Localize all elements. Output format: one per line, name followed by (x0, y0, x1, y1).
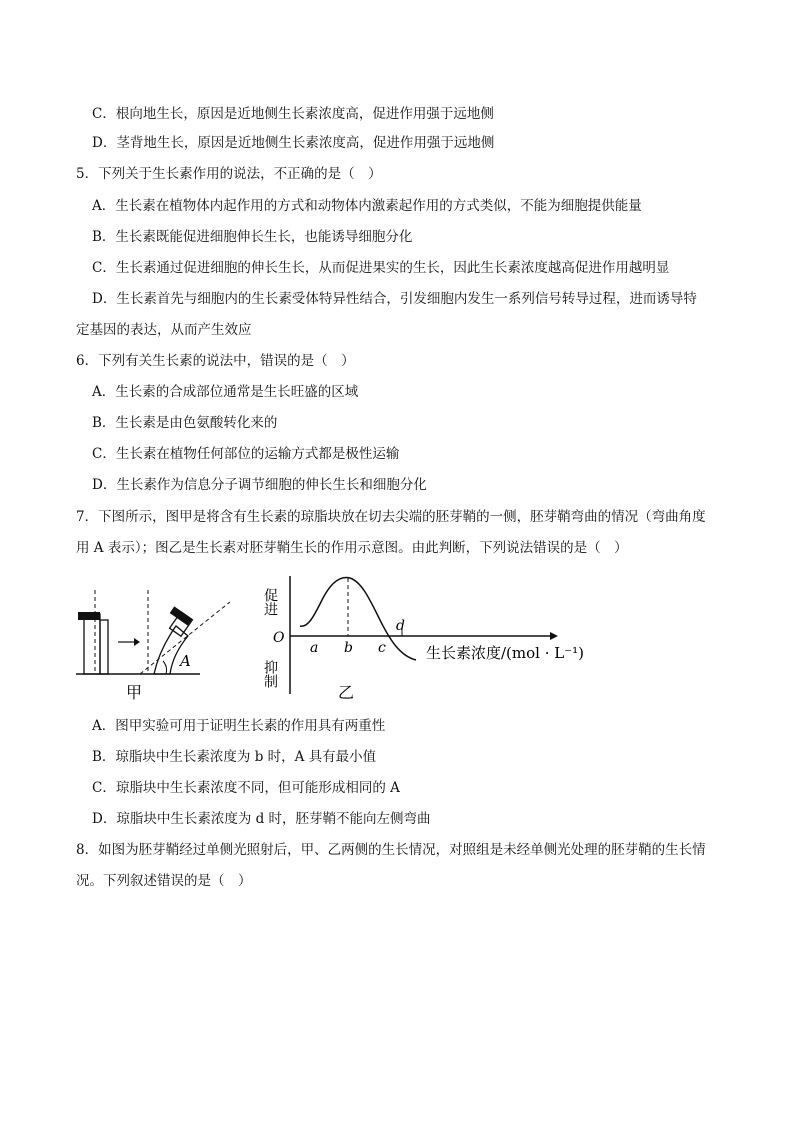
figure-jia (76, 590, 230, 702)
jia-angle-label: A (180, 652, 191, 670)
q7-option-a: A．图甲实验可用于证明生长素的作用具有两重性 (92, 718, 386, 734)
q6-option-b: B．生长素是由色氨酸转化来的 (92, 415, 278, 431)
point-a-label: a (310, 640, 319, 656)
q5-option-a: A．生长素在植物体内起作用的方式和动物体内激素起作用的方式类似，不能为细胞提供能量 (92, 198, 642, 214)
q8-stem-line2: 况。下列叙述错误的是（ ） (76, 873, 252, 889)
q7-option-b: B．琼脂块中生长素浓度为 b 时，A 具有最小值 (92, 749, 377, 765)
q5-stem: 5．下列关于生长素作用的说法，不正确的是（ ） (76, 166, 382, 182)
q7-option-d: D．琼脂块中生长素浓度为 d 时，胚芽鞘不能向左侧弯曲 (92, 811, 431, 827)
jia-label: 甲 (126, 683, 143, 702)
q8-stem-line1: 8．如图为胚芽鞘经过单侧光照射后，甲、乙两侧的生长情况，对照组是未经单侧光处理的胚芽鞘的生长情 (76, 842, 706, 858)
q7-option-c: C．琼脂块中生长素浓度不同，但可能形成相同的 A (92, 780, 400, 796)
q5-option-d-continued: 定基因的表达，从而产生效应 (76, 322, 252, 338)
axis-up-label: 促进 (262, 588, 278, 616)
q7-stem-line1: 7．下图所示，图甲是将含有生长素的琼脂块放在切去尖端的胚芽鞘的一侧，胚芽鞘弯曲的情况（弯曲角度 (76, 509, 706, 525)
yi-label: 乙 (338, 683, 355, 702)
q6-option-a: A．生长素的合成部位通常是生长旺盛的区域 (92, 384, 359, 400)
q6-option-c: C．生长素在植物任何部位的运输方式都是极性运输 (92, 446, 400, 462)
q7-stem-line2: 用 A 表示）；图乙是生长素对胚芽鞘生长的作用示意图。由此判断，下列说法错误的是（ ） (76, 540, 628, 556)
point-b-label: b (344, 640, 353, 656)
point-c-label: c (378, 640, 386, 656)
q6-stem: 6．下列有关生长素的说法中，错误的是（ ） (76, 353, 355, 369)
q5-option-d: D．生长素首先与细胞内的生长素受体特异性结合，引发细胞内发生一系列信号转导过程，进而诱导特 (92, 291, 697, 307)
q4-option-c: C．根向地生长，原因是近地侧生长素浓度高，促进作用强于远地侧 (92, 106, 494, 122)
q5-option-b: B．生长素既能促进细胞伸长生长，也能诱导细胞分化 (92, 229, 413, 245)
axis-down-label: 抑制 (262, 660, 278, 688)
origin-label: O (273, 630, 285, 646)
point-d-label: d (396, 618, 405, 634)
q5-option-c: C．生长素通过促进细胞的伸长生长，从而促进果实的生长，因此生长素浓度越高促进作用越明显 (92, 260, 670, 276)
figure-yi (262, 576, 584, 702)
q4-option-d: D．茎背地生长，原因是近地侧生长素浓度高，促进作用强于远地侧 (92, 135, 495, 151)
x-axis-label: 生长素浓度/(mol · L⁻¹) (426, 644, 585, 662)
q7-figure (70, 570, 630, 705)
q6-option-d: D．生长素作为信息分子调节细胞的伸长生长和细胞分化 (92, 477, 427, 493)
